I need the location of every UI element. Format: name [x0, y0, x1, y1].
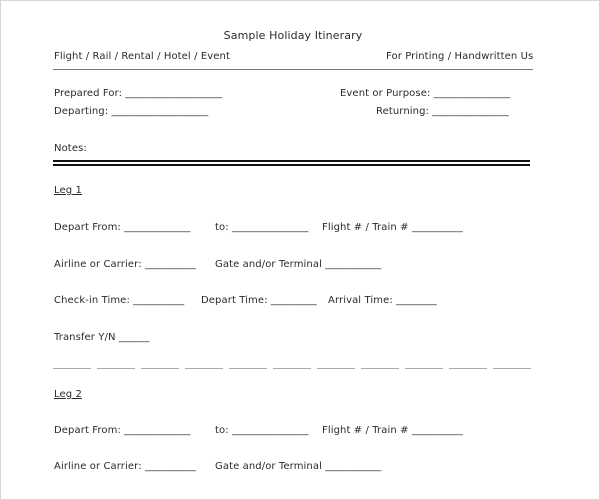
prepared-for-field[interactable]: Prepared For: ___________________ — [54, 88, 223, 99]
leg-2-title: Leg 2 — [54, 389, 82, 400]
leg-separator — [53, 368, 531, 369]
itinerary-page — [53, 0, 533, 500]
event-purpose-field[interactable]: Event or Purpose: _______________ — [340, 88, 511, 99]
leg-1-to-field[interactable]: to: _______________ — [215, 222, 309, 233]
notes-label: Notes: — [54, 143, 87, 154]
leg-2-gate-field[interactable]: Gate and/or Terminal ___________ — [215, 461, 382, 472]
leg-1-title: Leg 1 — [54, 185, 82, 196]
leg-1-depart-from-field[interactable]: Depart From: _____________ — [54, 222, 191, 233]
leg-1-transfer-field[interactable]: Transfer Y/N ______ — [54, 332, 150, 343]
subheader-left: Flight / Rail / Rental / Hotel / Event — [54, 51, 230, 62]
leg-1-flight-train-field[interactable]: Flight # / Train # __________ — [322, 222, 463, 233]
departing-field[interactable]: Departing: ___________________ — [54, 106, 209, 117]
leg-1-airline-field[interactable]: Airline or Carrier: __________ — [54, 259, 196, 270]
subheader-right: For Printing / Handwritten Us — [386, 51, 534, 62]
leg-2-airline-field[interactable]: Airline or Carrier: __________ — [54, 461, 196, 472]
notes-divider-bottom — [53, 164, 530, 166]
leg-1-depart-time-field[interactable]: Depart Time: _________ — [201, 295, 317, 306]
leg-1-arrival-time-field[interactable]: Arrival Time: ________ — [328, 295, 437, 306]
returning-field[interactable]: Returning: _______________ — [376, 106, 509, 117]
page-title: Sample Holiday Itinerary — [223, 29, 363, 42]
leg-1-checkin-field[interactable]: Check-in Time: __________ — [54, 295, 185, 306]
header-divider — [53, 69, 533, 70]
leg-2-to-field[interactable]: to: _______________ — [215, 425, 309, 436]
leg-2-depart-from-field[interactable]: Depart From: _____________ — [54, 425, 191, 436]
leg-2-flight-train-field[interactable]: Flight # / Train # __________ — [322, 425, 463, 436]
leg-1-gate-field[interactable]: Gate and/or Terminal ___________ — [215, 259, 382, 270]
notes-divider-top — [53, 160, 530, 162]
